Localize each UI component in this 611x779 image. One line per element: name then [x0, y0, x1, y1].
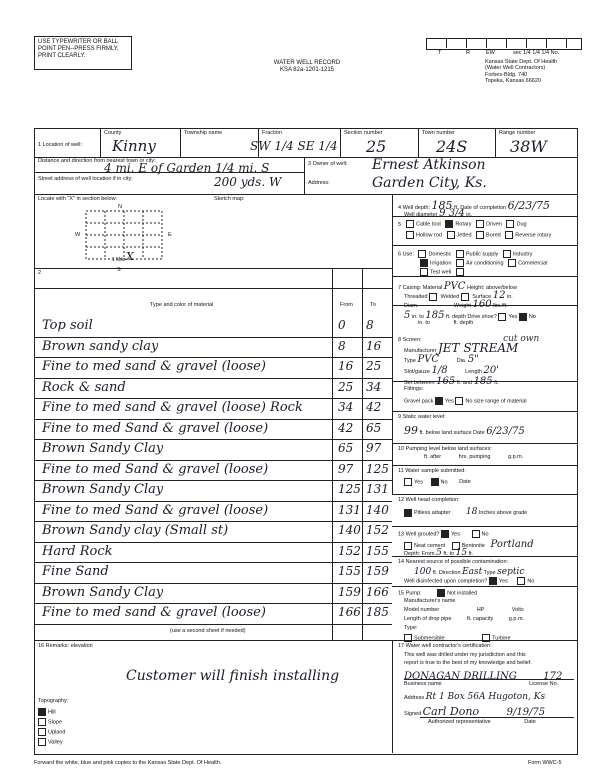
pump-gpm-label: g.p.m. — [507, 454, 524, 460]
table-row-divider — [34, 521, 392, 522]
static-date-value: 6/23/75 — [486, 426, 525, 437]
pump-hrs-label: hrs. pumping — [458, 454, 491, 460]
form-statute: KSA 82a-1201-1215 — [279, 66, 335, 73]
instructions-text — [38, 39, 119, 60]
welded-label: Welded — [440, 294, 460, 300]
table-row-divider — [34, 337, 392, 338]
west-label: W — [75, 232, 81, 238]
topography-label: Topography: — [38, 698, 69, 704]
from-cell: 42 — [338, 420, 354, 435]
surface-label: Surface — [472, 294, 492, 300]
south-label: S — [117, 267, 121, 273]
checkbox-slope[interactable] — [38, 718, 46, 726]
checkbox-gravel-no[interactable] — [455, 397, 463, 405]
material-cell: Fine to med sand & gravel (loose) — [42, 359, 266, 374]
grid-label-r: R — [466, 50, 470, 56]
to-cell: 152 — [366, 523, 389, 537]
surface-value: 12 — [492, 290, 506, 301]
checkbox-disinfect-no[interactable] — [517, 577, 525, 585]
weight-label: Weight — [453, 303, 471, 309]
yes-label: Yes — [451, 531, 460, 538]
table-row-divider — [34, 398, 392, 399]
option-label: Hollow rod — [416, 232, 442, 239]
option-label: Jetted — [456, 232, 472, 239]
checkbox-drive-shoe-no[interactable] — [519, 313, 527, 321]
option-label: Industry — [512, 251, 533, 258]
grid-label-t: T — [438, 50, 442, 56]
grout-other-value: Portland — [490, 539, 534, 550]
section-label: Section number — [344, 130, 383, 136]
section-grid — [85, 210, 163, 262]
topo-option: Valley — [48, 739, 63, 746]
instruction-line: USE TYPEWRITER OR BALL — [38, 39, 119, 45]
agency-line: (Water Well Contractors) — [485, 65, 546, 72]
method-number: 5 — [398, 222, 402, 228]
material-cell: Rock & sand — [42, 379, 126, 395]
screen-dia-label: Dia. — [456, 358, 467, 364]
weight-unit: lbs./ft. — [493, 303, 508, 309]
checkbox-grouted-yes[interactable] — [441, 530, 449, 538]
cert-address-value: Rt 1 Box 56A Hugoton, Ks — [425, 692, 546, 702]
remarks-label: 16 Remarks: elevation — [38, 643, 93, 649]
diameter-value: 9 3/4 — [439, 208, 465, 219]
trs-grid — [426, 38, 582, 50]
to-cell: 140 — [366, 502, 389, 517]
agency-line: Forbes-Bldg. 740 — [485, 71, 528, 78]
drive-shoe-label: Drive shoe? — [467, 314, 497, 320]
material-cell: Brown Sandy Clay — [42, 441, 164, 456]
pump-after-label: ft. after — [424, 454, 442, 460]
yes-label: Yes — [444, 398, 454, 405]
no-size-label: No size range of material — [465, 398, 527, 405]
table-row-divider — [34, 542, 392, 543]
material-cell: Fine Sand — [42, 564, 109, 579]
signature: Carl Dono — [422, 705, 480, 718]
topo-option: Slope — [48, 719, 63, 726]
town-value: 24S — [436, 137, 468, 156]
screen-type-label: Type — [404, 358, 416, 364]
from-cell: 65 — [338, 441, 354, 455]
material-cell: Brown sandy clay — [42, 338, 159, 354]
business-name-value: DONAGAN DRILLING — [404, 671, 517, 682]
range-value: 38W — [510, 137, 547, 156]
inches-above-value: 18 — [465, 507, 478, 517]
checkbox-public-supply[interactable] — [456, 250, 464, 258]
table-row-divider — [34, 624, 392, 625]
topo-option: Hill — [48, 709, 56, 716]
address-label: Address: — [308, 180, 330, 186]
material-cell: Brown Sandy clay (Small st) — [42, 523, 229, 538]
checkbox-hill[interactable] — [38, 708, 46, 716]
set-unit: ft. — [494, 380, 499, 386]
table-row-divider — [34, 562, 392, 563]
casing-material-value: PVC — [443, 281, 466, 292]
owner-label: 3 Owner of well: — [308, 161, 348, 167]
owner-value: Ernest Atkinson — [372, 157, 486, 173]
topo-option: Upland — [48, 729, 66, 736]
grid-label-ew: EW — [486, 50, 495, 56]
checkbox-disinfect-yes[interactable] — [489, 577, 497, 585]
street-value: 200 yds. W — [214, 175, 282, 189]
height-label: Height: above/below — [467, 285, 517, 291]
casing-row2-to: in. to — [418, 320, 430, 326]
from-cell: 8 — [338, 338, 346, 353]
grouted-label: 13 Well grouted? — [398, 531, 440, 538]
screen-dia-value: 5" — [467, 354, 479, 365]
contamination-distance-value: 100 — [414, 567, 432, 577]
screen-label: 8 Screen: — [398, 337, 422, 343]
grout-to-value: 15 — [455, 548, 468, 558]
from-cell: 131 — [338, 502, 361, 517]
to-cell: 8 — [366, 318, 374, 332]
checkbox-pitless[interactable] — [404, 509, 412, 517]
use-label: 6 Use: — [398, 251, 414, 258]
pump-label: 15 Pump: — [398, 590, 422, 597]
to-cell: 125 — [366, 461, 389, 476]
mile-label: 1 Mile — [112, 257, 126, 263]
checkbox-test-well[interactable] — [420, 268, 428, 276]
material-cell: Fine to med Sand & gravel (loose) — [42, 461, 269, 477]
instruction-line: POINT PEN--PRESS FIRMLY, — [38, 45, 119, 52]
from-cell: 166 — [338, 605, 361, 619]
checkbox-valley[interactable] — [38, 738, 46, 746]
depth-unit: ft. Date of completion — [454, 205, 507, 211]
not-installed-label: Not installed — [447, 590, 478, 597]
length-label: Length — [465, 369, 482, 375]
pump-type-label: Type: — [404, 625, 418, 631]
checkbox-sample-yes[interactable] — [404, 478, 412, 486]
section-value: 25 — [366, 137, 387, 156]
cert-date-label: Date — [524, 719, 536, 725]
casing-row1-to: in. to — [411, 314, 424, 320]
checkbox-industry[interactable] — [503, 250, 511, 258]
north-label: N — [118, 204, 122, 210]
table-row-divider — [34, 460, 392, 461]
from-cell: 16 — [338, 359, 354, 373]
from-cell: 0 — [338, 318, 346, 332]
contamination-label: 14 Nearest source of possible contamination: — [398, 559, 509, 565]
table-section-number: 2 — [38, 270, 42, 276]
capacity-label: capacity — [473, 616, 494, 622]
table-row-divider — [34, 419, 392, 420]
from-cell: 140 — [338, 523, 361, 537]
yes-label: Yes — [414, 479, 423, 486]
checkbox-turbine[interactable] — [482, 634, 490, 642]
location-label: 1 Location of well: — [38, 142, 83, 148]
sample-date-label: Date — [459, 479, 471, 486]
rep-label: Authorized representative — [428, 719, 491, 725]
depth-label: 4 Well depth: — [398, 205, 431, 211]
license-value: 172 — [543, 671, 563, 682]
checkbox-gravel-yes[interactable] — [435, 397, 443, 405]
to-cell: 34 — [366, 379, 382, 394]
checkbox-cable-tool[interactable] — [406, 220, 414, 228]
material-cell: Fine to med sand & gravel (loose) — [42, 605, 266, 620]
depth-value: 185 — [431, 199, 453, 212]
checkbox-reverse-rotary[interactable] — [505, 231, 513, 239]
casing-label: 7 Casing: Material — [398, 285, 443, 291]
to-cell: 159 — [366, 564, 389, 578]
set-from-value: 165 — [436, 376, 456, 387]
cert-address-label: Address — [404, 695, 425, 701]
fraction-label: Fraction — [262, 130, 282, 136]
from-cell: 34 — [338, 400, 354, 414]
table-row-divider — [34, 480, 392, 481]
range-label: Range number — [499, 130, 536, 136]
casing-row1-depth: 185 — [425, 310, 445, 321]
from-cell: 97 — [338, 461, 354, 476]
option-label: Reverse rotary — [515, 232, 552, 239]
material-cell: Brown Sandy Clay — [42, 482, 164, 497]
screen-margin-note: cut own — [503, 334, 540, 344]
completion-date-value: 6/23/75 — [507, 199, 550, 212]
no-label: No — [440, 479, 448, 486]
manufacturer-label: Manufacturer — [404, 348, 437, 354]
screen-type-value: PVC — [417, 354, 440, 365]
diameter-label: Well diameter — [404, 212, 438, 218]
table-row-divider — [34, 357, 392, 358]
fraction-value: SW 1/4 SE 1/4 — [250, 139, 338, 153]
option-label: Driven — [486, 221, 502, 228]
remarks-value: Customer will finish installing — [126, 668, 340, 684]
license-label: License No. — [529, 681, 559, 687]
to-cell: 155 — [366, 543, 389, 558]
checkbox-dug[interactable] — [506, 220, 514, 228]
slot-label: Slot/gauze — [404, 369, 430, 375]
capacity-gpm-label: g.p.m. — [508, 616, 525, 622]
length-value: 20' — [483, 365, 499, 376]
head-label: 12 Well head completion: — [398, 497, 460, 503]
east-label: E — [168, 232, 172, 238]
agency-line: Topeka, Kansas 66620 — [485, 77, 541, 84]
pump-volts-label: Volts — [511, 607, 524, 613]
from-cell: 155 — [338, 564, 361, 578]
from-header: From — [340, 302, 353, 308]
set-to-value: 185 — [473, 376, 493, 387]
slot-value: 1/8 — [431, 365, 448, 376]
casing-row1-diam: 5 — [404, 310, 411, 321]
weight-value: 160 — [472, 299, 492, 310]
material-header: Type and color of material — [150, 302, 214, 308]
option-label: Commercial — [518, 260, 548, 267]
yes-label: Yes — [508, 314, 518, 320]
pump-hp-label: HP — [476, 607, 485, 613]
county-label: County — [104, 130, 122, 136]
checkbox-hollow-rod[interactable] — [406, 231, 414, 239]
table-row-divider — [34, 501, 392, 502]
to-cell: 131 — [366, 482, 389, 496]
fittings-label: Fittings: — [404, 386, 424, 392]
option-label: Irrigation — [430, 260, 452, 267]
no-label: No — [527, 578, 535, 585]
pump-type-option: Turbine — [492, 635, 511, 642]
pumping-label: 10 Pumping level below land surfaces: — [398, 446, 492, 452]
cert-date-value: 9/19/75 — [506, 707, 546, 718]
material-cell: Top soil — [42, 318, 93, 333]
pump-model-label: Model number — [404, 607, 440, 613]
form-number: Form WWC-5 — [528, 760, 562, 766]
option-label: Dug — [516, 221, 527, 228]
table-footer-note: (use a second sheet if needed) — [170, 628, 246, 634]
to-cell: 25 — [366, 359, 382, 373]
material-cell: Hard Rock — [42, 543, 113, 559]
checkbox-commercial[interactable] — [508, 259, 516, 267]
signed-label: Signed — [404, 711, 422, 717]
sketch-label: Sketch map: — [214, 196, 245, 202]
drop-ft-label: ft. — [466, 616, 472, 622]
cert-label: 17 Water well contractor's certification: — [398, 643, 492, 649]
township-label: Township name — [184, 130, 223, 136]
option-label: Bored — [486, 232, 501, 239]
table-row-divider — [34, 439, 392, 440]
town-label: Town number — [422, 130, 456, 136]
no-label: No — [481, 531, 489, 538]
option-label: Cable tool — [416, 221, 441, 228]
checkbox-grouted-no[interactable] — [472, 530, 480, 538]
pump-type-option: Submersible — [414, 635, 445, 642]
form-header — [262, 60, 352, 74]
street-label: Street address of well location if in city: — [38, 176, 133, 182]
address-value: Garden City, Ks. — [372, 175, 487, 191]
pitless-label: Pitless adapter — [414, 510, 451, 516]
yes-label: Yes — [498, 578, 508, 585]
business-name-label: Business name — [404, 681, 442, 687]
drop-pipe-label: Length of drop pipe — [404, 616, 452, 622]
from-cell: 159 — [338, 584, 361, 599]
neat-cement-label: Neat cement — [414, 543, 446, 549]
to-cell: 185 — [366, 605, 389, 619]
locate-label: Locate with "X" in section below: — [38, 196, 118, 202]
diam-label: Diam. — [404, 303, 419, 309]
checkbox-bored[interactable] — [476, 231, 484, 239]
threaded-label: Threaded — [404, 294, 428, 300]
checkbox-jetted[interactable] — [447, 231, 455, 239]
set-between-label: Set between — [404, 380, 435, 386]
checkbox-irrigation[interactable] — [420, 259, 428, 267]
direction-label: ft. Direction — [432, 570, 461, 576]
grout-depth-label: Depth: From — [404, 551, 435, 557]
from-cell: 125 — [338, 482, 361, 496]
sample-label: 11 Water sample submitted: — [398, 468, 466, 474]
distance-label: Distance and direction from nearest town or city: — [38, 158, 156, 164]
to-cell: 65 — [366, 420, 382, 435]
to-cell: 97 — [366, 441, 382, 455]
checkbox-air-conditioning[interactable] — [456, 259, 464, 267]
from-cell: 152 — [338, 543, 361, 558]
county-value: Kinny — [112, 137, 156, 155]
location-mark: X — [126, 250, 134, 263]
contamination-type-label: Type — [483, 570, 496, 576]
pump-manufacturer-label: Manufacturer's name — [404, 598, 456, 604]
agency-block — [485, 59, 557, 84]
from-cell: 25 — [338, 379, 354, 394]
material-cell: Fine to med Sand & gravel (loose) — [42, 502, 269, 518]
checkbox-rotary[interactable] — [445, 220, 453, 228]
option-label: Air conditioning — [465, 260, 504, 267]
grid-label-sec: sec 1/4 1/4 1/4 No. — [513, 50, 560, 56]
static-level-value: 99 — [404, 424, 418, 437]
checkbox-other-use[interactable] — [456, 268, 464, 276]
checkbox-drive-shoe-yes[interactable] — [498, 313, 506, 321]
gravel-pack-label: Gravel pack — [404, 398, 434, 405]
footer-instructions: Forward the white, blue and pink copies to the Kansas State Dept. Of Health. — [34, 760, 222, 766]
agency-line: Kansas State Dept. Of Health — [485, 59, 558, 65]
cert-line: report is true to the best of my knowledge and belief. — [404, 660, 532, 666]
table-row-divider — [34, 583, 392, 584]
casing-row2-unit: ft. depth — [453, 320, 474, 326]
option-label: Test well — [430, 269, 452, 276]
inches-above-label: Inches above grade — [478, 510, 528, 516]
to-cell: 166 — [366, 584, 389, 599]
to-cell: 42 — [366, 400, 382, 414]
surface-unit: in. — [507, 294, 513, 300]
to-cell: 16 — [366, 338, 382, 353]
table-row-divider — [34, 603, 392, 604]
casing-row1-unit: ft. depth — [446, 314, 466, 320]
checkbox-submersible[interactable] — [404, 634, 412, 642]
material-cell: Brown Sandy Clay — [42, 584, 164, 600]
disinfect-label: Well disinfected upon completion? — [404, 578, 488, 585]
grout-from-value: 5 — [436, 548, 442, 558]
to-header: To — [370, 302, 376, 308]
distance-value: 4 mi. E of Garden 1/4 mi. S — [104, 161, 270, 175]
grout-unit: ft. — [468, 551, 474, 557]
static-level-label: 9 Static water level: — [398, 414, 446, 420]
direction-value: East — [462, 567, 483, 577]
material-cell: Fine to med sand & gravel (loose) Rock — [42, 400, 303, 415]
checkbox-domestic[interactable] — [418, 250, 426, 258]
checkbox-not-installed[interactable] — [437, 589, 445, 597]
manufacturer-value: JET STREAM — [437, 341, 519, 355]
instruction-line: PRINT CLEARLY. — [38, 52, 86, 59]
no-label: No — [528, 314, 536, 320]
cert-line: This well was drilled under my jurisdiction and this — [404, 652, 526, 658]
material-cell: Fine to med Sand & gravel (loose) — [42, 420, 269, 436]
checkbox-driven[interactable] — [476, 220, 484, 228]
set-and-label: ft. and — [456, 380, 473, 386]
option-label: Rotary — [455, 221, 472, 228]
form-title: WATER WELL RECORD — [273, 60, 341, 66]
option-label: Public supply — [465, 251, 499, 258]
diameter-unit: in. — [466, 212, 473, 218]
bentonite-label: Bentonite — [461, 543, 485, 549]
table-row-divider — [34, 378, 392, 379]
checkbox-upland[interactable] — [38, 728, 46, 736]
contamination-type-value: septic — [497, 567, 525, 577]
option-label: Domestic — [428, 251, 452, 258]
static-level-unit: ft. below land surface Date — [419, 430, 485, 436]
grout-to-label: ft. to — [443, 551, 455, 557]
checkbox-sample-no[interactable] — [431, 478, 439, 486]
